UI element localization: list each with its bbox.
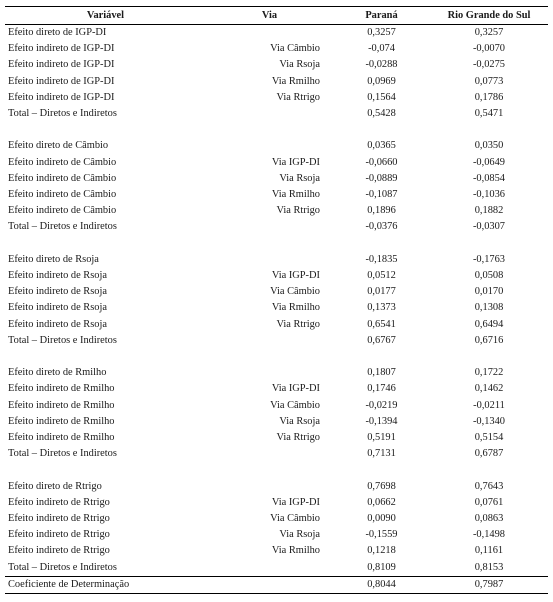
cell-via: Via IGP-DI [271, 270, 320, 282]
cell-variavel: Efeito indireto de Rsoja [8, 302, 107, 314]
header-parana: Paraná [333, 7, 430, 25]
table-row [5, 171, 548, 187]
table-row [5, 479, 548, 495]
cell-parana: 0,6767 [367, 334, 396, 346]
cell-variavel: Efeito indireto de Rtrigo [8, 513, 110, 525]
table-row [5, 333, 548, 349]
table-row [5, 560, 548, 577]
cell-rio-grande-do-sul: 0,5471 [474, 108, 504, 120]
cell-variavel: Efeito indireto de Câmbio [8, 156, 117, 168]
cell-parana: 0,7131 [367, 448, 396, 460]
cell-parana: -0,1835 [365, 253, 398, 265]
cell-parana: 0,3257 [367, 27, 396, 38]
cell-parana: 0,7698 [367, 480, 396, 492]
table-row [5, 252, 548, 268]
cell-parana: 0,1896 [367, 205, 396, 217]
cell-rio-grande-do-sul: -0,0649 [472, 156, 506, 168]
cell-via [206, 479, 333, 495]
cell-rio-grande-do-sul: 0,0170 [474, 286, 504, 298]
cell-variavel: Efeito indireto de Rsoja [8, 286, 107, 298]
cell-via: Via IGP-DI [271, 383, 320, 395]
table-row [5, 381, 548, 397]
cell-rio-grande-do-sul: -0,0307 [472, 221, 506, 233]
cell-rio-grande-do-sul: 0,1462 [474, 383, 504, 395]
cell-variavel: Total – Diretos e Indiretos [8, 108, 117, 120]
cell-variavel: Efeito direto de IGP-DI [8, 27, 107, 38]
cell-rio-grande-do-sul: 0,1882 [474, 205, 504, 217]
cell-via: Via Rmilho [271, 189, 320, 201]
spacer-cell [206, 462, 333, 478]
cell-rio-grande-do-sul: 0,0350 [474, 140, 504, 152]
spacer-cell [5, 236, 206, 252]
cell-parana: 0,8109 [333, 560, 430, 577]
spacer-cell [430, 236, 548, 252]
cell-via: Via Rmilho [271, 75, 320, 87]
table-row [5, 41, 548, 57]
cell-via: Via Rtrigo [276, 432, 320, 444]
cell-via [206, 219, 333, 235]
spacer-cell [5, 122, 206, 138]
cell-rio-grande-do-sul: 0,5154 [474, 432, 504, 444]
cell-via: Via Rtrigo [276, 318, 320, 330]
cell-parana: 0,6541 [367, 318, 396, 330]
cell-via: Via IGP-DI [271, 156, 320, 168]
spacer-cell [430, 462, 548, 478]
cell-variavel: Efeito direto de Câmbio [8, 140, 109, 152]
cell-via [206, 365, 333, 381]
cell-via [206, 252, 333, 268]
cell-parana: -0,0660 [365, 156, 398, 168]
cell-rio-grande-do-sul: 0,7987 [430, 576, 548, 593]
cell-via [206, 446, 333, 462]
cell-variavel: Efeito indireto de Rtrigo [8, 529, 110, 541]
table-row [5, 187, 548, 203]
cell-parana: 0,0365 [367, 140, 396, 152]
cell-via: Via Rmilho [271, 545, 320, 557]
cell-rio-grande-do-sul: 0,1161 [474, 545, 504, 557]
table-row-coeficiente [5, 576, 548, 593]
cell-rio-grande-do-sul: 0,1722 [474, 367, 504, 379]
cell-parana: 0,0177 [367, 286, 396, 298]
cell-via: Via Rsoja [279, 59, 320, 71]
cell-parana: 0,5428 [367, 108, 396, 120]
cell-variavel: Efeito direto de Rmilho [8, 367, 107, 379]
path-analysis-table [5, 6, 548, 594]
cell-variavel: Efeito direto de Rtrigo [8, 480, 102, 492]
cell-parana: 0,1746 [367, 383, 396, 395]
header-via: Via [206, 7, 333, 25]
cell-via: Via Rtrigo [276, 205, 320, 217]
cell-parana: 0,0969 [367, 75, 396, 87]
cell-via [206, 576, 333, 593]
table-body [5, 25, 548, 594]
group-spacer-row [5, 122, 548, 138]
cell-rio-grande-do-sul: 0,6494 [474, 318, 504, 330]
table-row [5, 138, 548, 154]
cell-via [206, 138, 333, 154]
cell-rio-grande-do-sul: 0,1308 [474, 302, 504, 314]
cell-parana: 0,5191 [367, 432, 396, 444]
cell-variavel: Efeito indireto de Rmilho [8, 432, 115, 444]
table-row [5, 511, 548, 527]
spacer-cell [333, 462, 430, 478]
cell-variavel: Efeito indireto de IGP-DI [8, 75, 115, 87]
table-row [5, 284, 548, 300]
cell-rio-grande-do-sul: -0,0275 [472, 59, 506, 71]
cell-parana: -0,074 [368, 43, 395, 55]
spacer-cell [5, 349, 206, 365]
table-row [5, 300, 548, 316]
table-row [5, 446, 548, 462]
table-row [5, 365, 548, 381]
cell-rio-grande-do-sul: 0,0773 [474, 75, 504, 87]
spacer-cell [206, 349, 333, 365]
cell-variavel: Total – Diretos e Indiretos [5, 560, 206, 577]
cell-variavel: Efeito indireto de Rmilho [8, 399, 115, 411]
header-variavel: Variável [5, 7, 206, 25]
table-row [5, 25, 548, 42]
table-row [5, 74, 548, 90]
cell-parana: -0,1559 [365, 529, 398, 541]
spacer-cell [333, 349, 430, 365]
cell-via: Via Câmbio [270, 286, 320, 298]
cell-parana: -0,0376 [365, 221, 398, 233]
header-row [5, 7, 548, 25]
table-row [5, 106, 548, 122]
cell-variavel: Total – Diretos e Indiretos [8, 334, 117, 346]
cell-via: Via Rsoja [279, 415, 320, 427]
cell-variavel: Efeito indireto de Rsoja [8, 318, 107, 330]
cell-rio-grande-do-sul: 0,6716 [474, 334, 504, 346]
cell-via [206, 333, 333, 349]
spacer-cell [206, 236, 333, 252]
cell-variavel: Efeito indireto de Rmilho [8, 383, 115, 395]
cell-parana: 0,0090 [367, 513, 396, 525]
cell-variavel: Efeito indireto de Rmilho [8, 415, 115, 427]
table-row [5, 414, 548, 430]
cell-parana: 0,0512 [367, 270, 396, 282]
cell-rio-grande-do-sul: 0,6787 [474, 448, 504, 460]
table-row [5, 430, 548, 446]
table-row [5, 203, 548, 219]
cell-rio-grande-do-sul: -0,1763 [472, 253, 506, 265]
cell-variavel: Total – Diretos e Indiretos [8, 448, 117, 460]
cell-via: Via Câmbio [270, 43, 320, 55]
spacer-cell [333, 122, 430, 138]
cell-via: Via Câmbio [270, 399, 320, 411]
spacer-cell [5, 462, 206, 478]
table-row [5, 155, 548, 171]
cell-variavel: Efeito indireto de IGP-DI [8, 43, 115, 55]
cell-via: Via Rsoja [279, 529, 320, 541]
cell-rio-grande-do-sul: -0,1036 [472, 189, 506, 201]
cell-parana: -0,1087 [365, 189, 398, 201]
cell-rio-grande-do-sul: 0,7643 [474, 480, 504, 492]
cell-rio-grande-do-sul: -0,0211 [473, 399, 505, 411]
cell-parana: -0,0219 [365, 399, 398, 411]
table-row [5, 219, 548, 235]
cell-parana: 0,1564 [367, 91, 396, 103]
cell-via: Via Rsoja [279, 172, 320, 184]
cell-parana: 0,8044 [333, 576, 430, 593]
group-spacer-row [5, 462, 548, 478]
cell-variavel: Efeito indireto de Rsoja [8, 270, 107, 282]
cell-rio-grande-do-sul: 0,3257 [474, 27, 504, 38]
cell-via [206, 25, 333, 42]
table-row [5, 268, 548, 284]
cell-parana: 0,1807 [367, 367, 396, 379]
table-row [5, 90, 548, 106]
cell-via [206, 106, 333, 122]
cell-rio-grande-do-sul: 0,8153 [430, 560, 548, 577]
cell-rio-grande-do-sul: -0,0854 [472, 172, 506, 184]
cell-via: Via Rmilho [271, 302, 320, 314]
spacer-cell [206, 122, 333, 138]
group-spacer-row [5, 349, 548, 365]
cell-via: Via Rtrigo [276, 91, 320, 103]
cell-rio-grande-do-sul: 0,0863 [474, 513, 504, 525]
table-row [5, 495, 548, 511]
cell-via [206, 560, 333, 577]
cell-rio-grande-do-sul: 0,0508 [474, 270, 504, 282]
cell-variavel: Efeito direto de Rsoja [8, 253, 99, 265]
cell-variavel: Efeito indireto de Rtrigo [8, 496, 110, 508]
cell-rio-grande-do-sul: -0,0070 [472, 43, 506, 55]
cell-via: Via IGP-DI [271, 496, 320, 508]
table-row [5, 527, 548, 543]
cell-parana: -0,1394 [365, 415, 398, 427]
cell-parana: 0,1218 [367, 545, 396, 557]
cell-parana: 0,1373 [367, 302, 396, 314]
cell-variavel: Efeito indireto de Câmbio [8, 172, 117, 184]
table-header [5, 7, 548, 25]
spacer-cell [430, 122, 548, 138]
table-row [5, 57, 548, 73]
spacer-cell [333, 236, 430, 252]
cell-parana: 0,0662 [367, 496, 396, 508]
cell-parana: -0,0889 [365, 172, 398, 184]
table-row [5, 398, 548, 414]
cell-variavel: Coeficiente de Determinação [5, 576, 206, 593]
cell-variavel: Efeito indireto de IGP-DI [8, 59, 115, 71]
cell-variavel: Efeito indireto de IGP-DI [8, 91, 115, 103]
cell-rio-grande-do-sul: 0,1786 [474, 91, 504, 103]
cell-variavel: Efeito indireto de Câmbio [8, 205, 117, 217]
cell-variavel: Efeito indireto de Rtrigo [8, 545, 110, 557]
table-row [5, 317, 548, 333]
cell-variavel: Efeito indireto de Câmbio [8, 189, 117, 201]
cell-variavel: Total – Diretos e Indiretos [8, 221, 117, 233]
table-row [5, 543, 548, 559]
cell-via: Via Câmbio [270, 513, 320, 525]
header-rio-grande-do-sul: Rio Grande do Sul [430, 7, 548, 25]
cell-parana: -0,0288 [365, 59, 398, 71]
spacer-cell [430, 349, 548, 365]
cell-rio-grande-do-sul: 0,0761 [474, 496, 504, 508]
cell-rio-grande-do-sul: -0,1340 [472, 415, 506, 427]
group-spacer-row [5, 236, 548, 252]
cell-rio-grande-do-sul: -0,1498 [472, 529, 506, 541]
